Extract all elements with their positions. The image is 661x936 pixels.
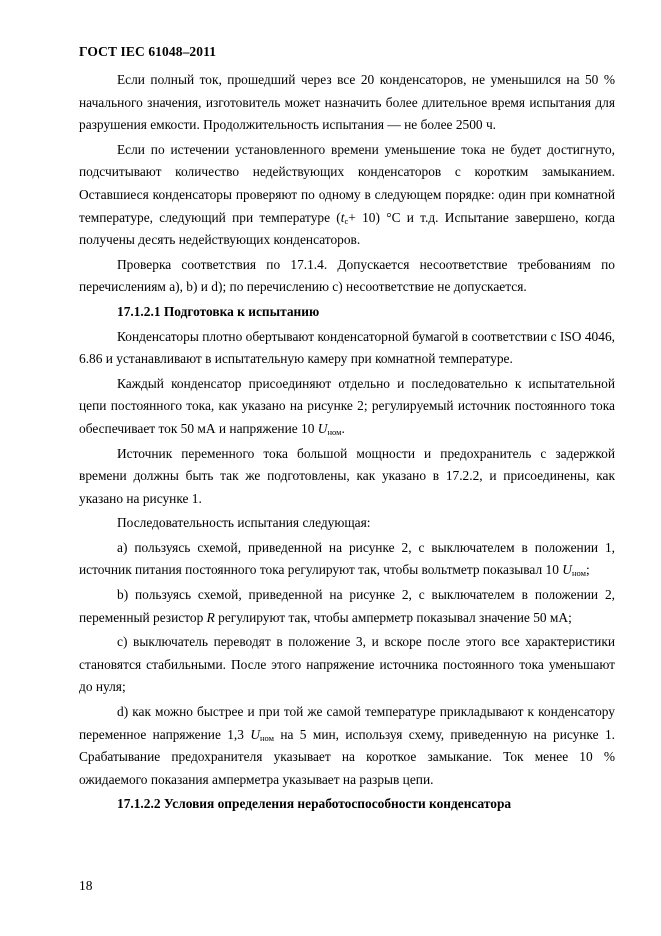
list-item-d-text-a: d) как можно быстрее и при той же самой температуре прикладывают к конденсатору переменное напряжение 1,3 bbox=[79, 704, 615, 742]
subscript-nom: ном bbox=[327, 426, 342, 437]
document-header: ГОСТ IEC 61048–2011 bbox=[79, 44, 217, 59]
paragraph-dc-circuit bbox=[79, 373, 615, 441]
list-item-b-text-b: регулируют так, чтобы амперметр показывал значение 50 мА; bbox=[214, 609, 572, 625]
paragraph-wrapping: Конденсаторы плотно обертывают конденсаторной бумагой в соответствии с ISO 4046, 6.86 и устанавливают в испытательную камеру при комнатной температуре. bbox=[79, 328, 615, 367]
paragraph-sequence-intro: Последовательность испытания следующая: bbox=[117, 515, 371, 531]
paragraph-total-current: Если полный ток, прошедший через все 20 конденсаторов, не уменьшился на 50 % начального значения, изготовитель может назначить более длительное время испытания для разрушения емкости. Продолжительность испытания — не более 2500 ч. bbox=[79, 72, 615, 133]
section-heading-test-preparation: 17.1.2.1 Подготовка к испытанию bbox=[117, 303, 320, 319]
subscript-c: c bbox=[344, 215, 349, 226]
list-item-a-text-b: ; bbox=[585, 562, 590, 578]
subscript-nom: ном bbox=[571, 568, 586, 579]
page-number: 18 bbox=[79, 878, 93, 893]
variable-t: t bbox=[340, 209, 345, 225]
paragraph-time-expiry-text-a: Если по истечении установленного времени уменьшение тока не будет достигнуто, подсчитывают количество недействующих конденсаторов с коротким замыканием. Оставшиеся конденсаторы проверяют по одному в следующем порядке: один при комнатной температуре, следующий при температуре ( bbox=[79, 141, 615, 225]
paragraph-compliance-check: Проверка соответствия по 17.1.4. Допускается несоответствие требованиям по перечислениям a), b) и d); по перечислению c) несоответствие не допускается. bbox=[79, 256, 615, 295]
paragraph-ac-source: Источник переменного тока большой мощности и предохранитель с задержкой времени должны быть так же подготовлены, как указано в 17.2.2, и присоединены, как указано на рисунке 1. bbox=[79, 445, 615, 506]
list-item-c: c) выключатель переводят в положение 3, и вскоре после этого все характеристики становятся стабильными. После этого напряжение источника постоянного тока уменьшают до нуля; bbox=[79, 634, 615, 695]
document-body bbox=[79, 69, 615, 816]
subscript-nom: ном bbox=[259, 732, 275, 743]
variable-u: U bbox=[562, 562, 572, 578]
list-item-d bbox=[79, 701, 615, 791]
section-heading-failure-conditions: 17.1.2.2 Условия определения неработоспособности конденсатора bbox=[117, 796, 512, 812]
variable-r: R bbox=[206, 609, 215, 625]
paragraph-time-expiry bbox=[79, 139, 615, 252]
variable-u: U bbox=[250, 726, 260, 742]
list-item-a bbox=[79, 537, 615, 582]
paragraph-dc-circuit-text-b: . bbox=[341, 420, 345, 436]
variable-u: U bbox=[317, 420, 328, 436]
list-item-d-text-b: на 5 мин, используя схему, приведенную на рисунке 1. Срабатывание предохранителя указывает на короткое замыкание. Ток менее 10 % ожидаемого показания амперметра указывает на разрыв цепи. bbox=[79, 726, 615, 787]
list-item-a-text-a: a) пользуясь схемой, приведенной на рисунке 2, с выключателем в положении 1, источник питания постоянного тока регулируют так, чтобы вольтметр показывал 10 bbox=[79, 539, 615, 578]
paragraph-time-expiry-text-b: + 10) °С и т.д. Испытание завершено, когда получены десять недействующих конденсаторов. bbox=[79, 209, 615, 248]
list-item-b-text-a: b) пользуясь схемой, приведенной на рисунке 2, с выключателем в положении 2, переменный резистор bbox=[79, 587, 615, 625]
paragraph-dc-circuit-text-a: Каждый конденсатор присоединяют отдельно и последовательно к испытательной цепи постоянного тока, как указано на рисунке 2; регулируемый источник постоянного тока обеспечивает ток 50 мА и напряжение 10 bbox=[79, 375, 615, 436]
list-item-b bbox=[79, 584, 615, 629]
